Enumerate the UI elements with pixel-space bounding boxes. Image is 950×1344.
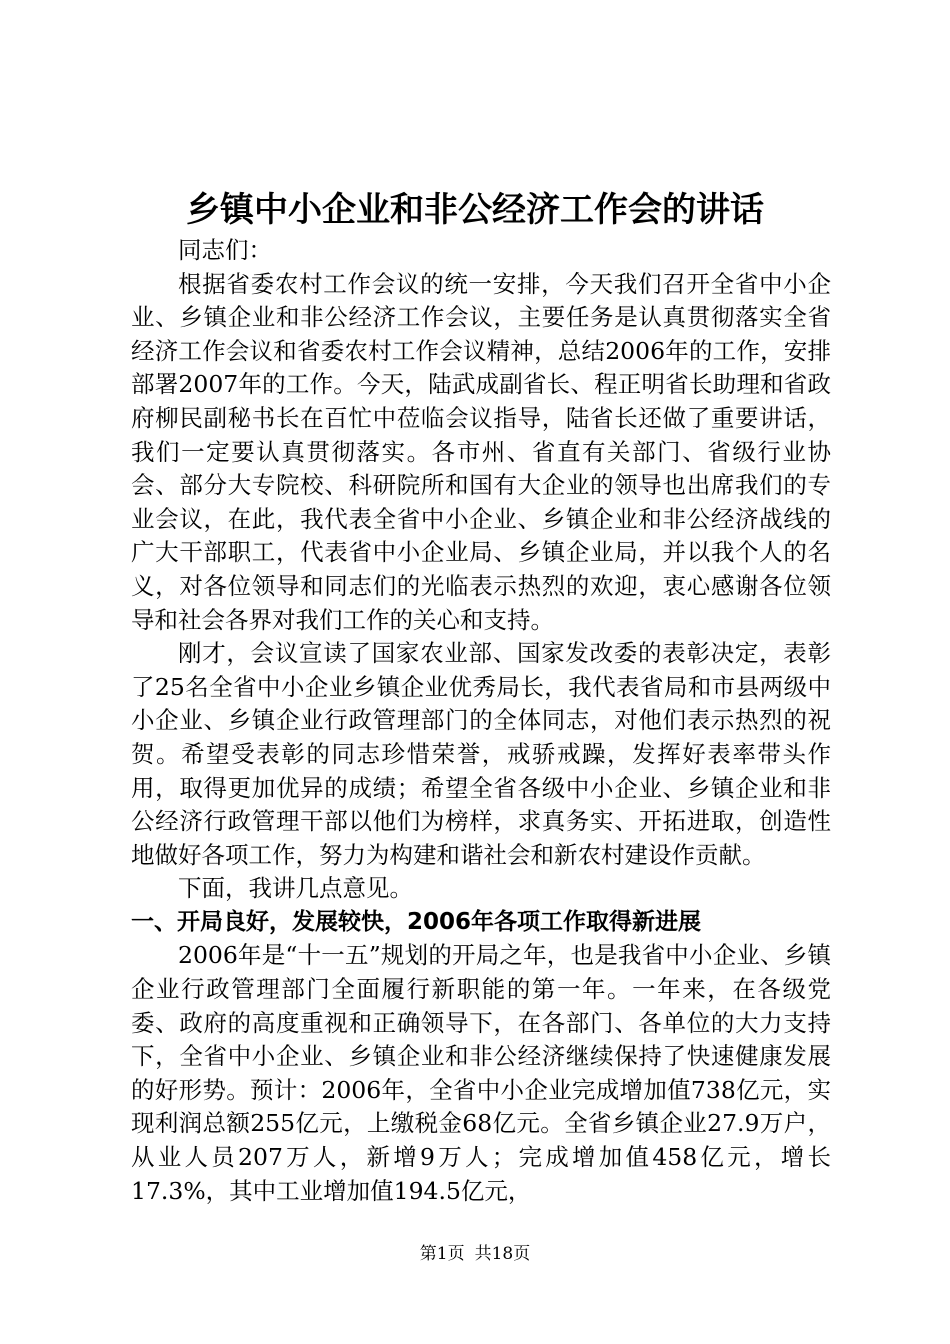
paragraph-3: 下面，我讲几点意见。 xyxy=(178,874,413,903)
greeting: 同志们： xyxy=(178,236,272,264)
page-total: 共18页 xyxy=(474,1244,531,1264)
document-title: 乡镇中小企业和非公经济工作会的讲话 xyxy=(186,190,764,230)
paragraph-2: 刚才，会议宣读了国家农业部、国家发改委的表彰决定，表彰了25名全省中小企业乡镇企业优秀局长，我代表省局和市县两级中小企业、乡镇企业行政管理部门的全体同志，对他们表示热烈的祝贺。希望受表彰的同志珍惜荣誉，戒骄戒躁，发挥好表率带头作用，取得更加优异的成绩；希望全省各级中小企业、乡镇企业和非公经济行政管理干部以他们为榜样，求真务实、开拓进取，创造性地做好各项工作，努力为构建和谐社会和新农村建设作贡献。 xyxy=(131,639,831,869)
paragraph-1: 根据省委农村工作会议的统一安排，今天我们召开全省中小企业、乡镇企业和非公经济工作会议，主要任务是认真贯彻落实全省经济工作会议和省委农村工作会议精神，总结2006年的工作，安排部署2007年的工作。今天，陆武成副省长、程正明省长助理和省政府柳民副秘书长在百忙中莅临会议指导，陆省长还做了重要讲话，我们一定要认真贯彻落实。各市州、省直有关部门、省级行业协会、部分大专院校、科研院所和国有大企业的领导也出席我们的专业会议，在此，我代表全省中小企业、乡镇企业和非公经济战线的广大干部职工，代表省中小企业局、乡镇企业局，并以我个人的名义，对各位领导和同志们的光临表示热烈的欢迎，衷心感谢各位领导和社会各界对我们工作的关心和支持。 xyxy=(131,269,831,634)
document-body xyxy=(131,234,831,1208)
section-paragraph: 2006年是“十一五”规划的开局之年，也是我省中小企业、乡镇企业行政管理部门全面履行新职能的第一年。一年来，在各级党委、政府的高度重视和正确领导下，在各部门、各单位的大力支持下，全省中小企业、乡镇企业和非公经济继续保持了快速健康发展的好形势。预计：2006年，全省中小企业完成增加值738亿元，实现利润总额255亿元，上缴税金68亿元。全省乡镇企业27.9万户，从业人员207万人，新增9万人；完成增加值458亿元，增长17.3%，其中工业增加值194.5亿元， xyxy=(131,941,831,1205)
section-heading: 一、开局良好，发展较快，2006年各项工作取得新进展 xyxy=(131,908,702,935)
page-footer xyxy=(0,1242,950,1266)
page-number: 第1页 xyxy=(419,1244,465,1264)
